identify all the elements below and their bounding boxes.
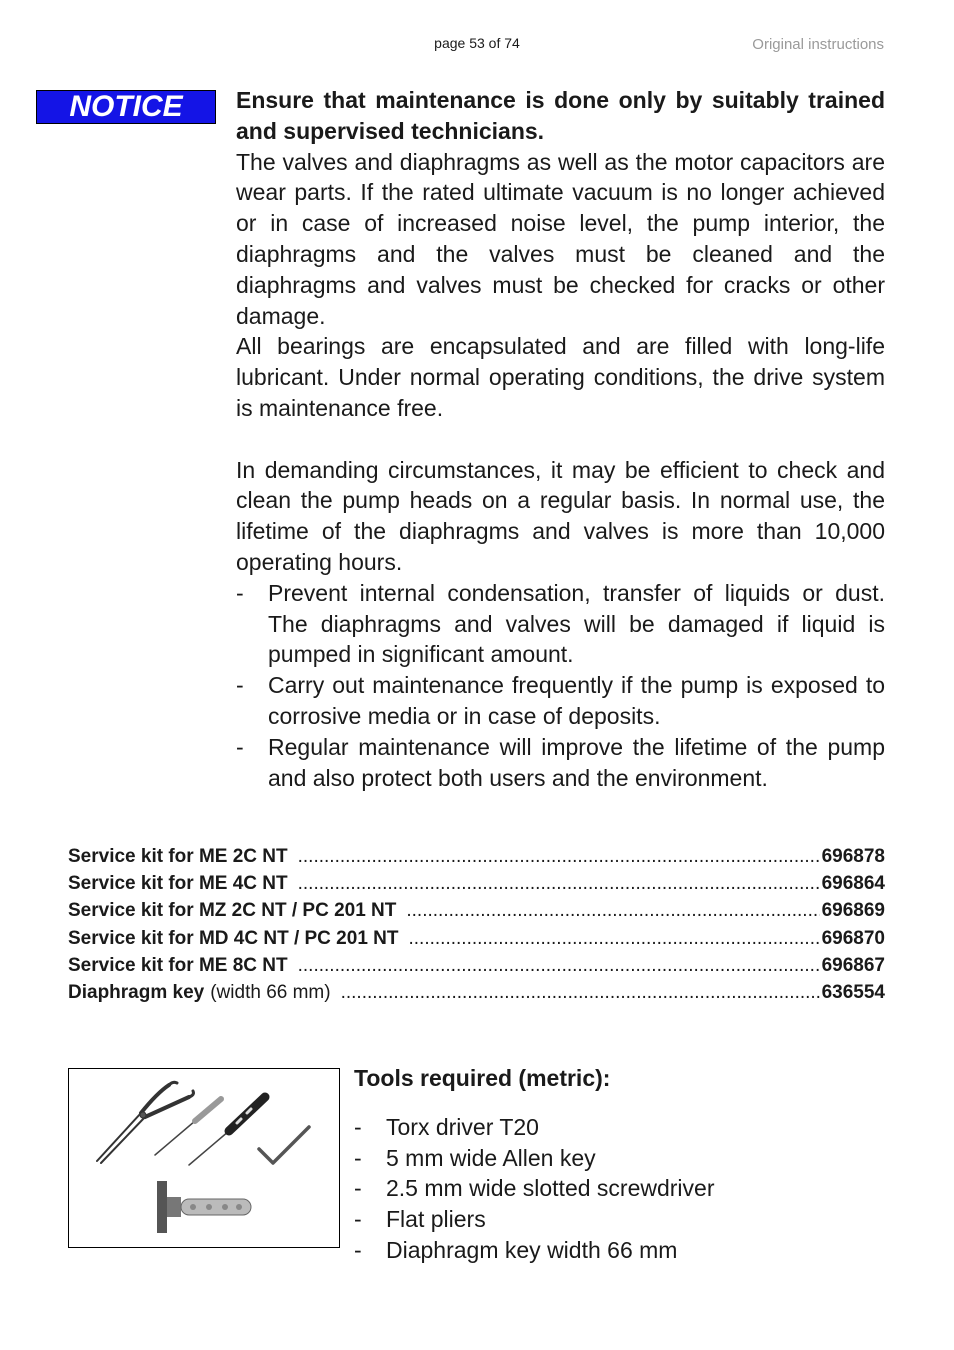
bullet-item: [236, 578, 885, 670]
service-kit-list: [68, 843, 885, 1006]
kit-row: [68, 952, 885, 979]
tools-title: Tools required (metric):: [354, 1065, 611, 1091]
kit-name: Service kit for ME 8C NT: [68, 954, 288, 976]
kit-row: [68, 979, 885, 1006]
paragraph-bearings: All bearings are encapsulated and are filled with long-life lubricant. Under normal operating conditions, the drive system is maintenance free.: [236, 333, 885, 421]
notice-badge: NOTICE: [36, 90, 216, 124]
kit-row: [68, 870, 885, 897]
tool-item: [354, 1143, 715, 1174]
tool-item: [354, 1112, 715, 1143]
kit-number: 636554: [821, 982, 885, 1004]
bullet-item: [236, 670, 885, 732]
kit-row: [68, 843, 885, 870]
bullet-dash: -: [236, 672, 244, 699]
tool-text: Diaphragm key width 66 mm: [386, 1236, 678, 1263]
kit-number: 696869: [821, 900, 885, 922]
kit-number: 696867: [821, 954, 885, 976]
bullet-item: [236, 732, 885, 794]
bullet-dash: -: [354, 1113, 362, 1140]
kit-name: Service kit for ME 4C NT: [68, 873, 288, 895]
bullet-dash: -: [354, 1206, 362, 1233]
tools-illustration: [68, 1068, 340, 1248]
tool-text: 2.5 mm wide slotted screwdriver: [386, 1175, 715, 1202]
tool-text: Flat pliers: [386, 1206, 486, 1233]
bullet-dash: -: [236, 579, 244, 606]
tool-text: 5 mm wide Allen key: [386, 1144, 596, 1171]
tool-item: [354, 1235, 715, 1266]
bullet-text: Prevent internal condensation, transfer of liquids or dust. The diaphragms and valves will be damaged if liquid is pumped in significant amount.: [268, 579, 885, 668]
bullet-text: Regular maintenance will improve the lifetime of the pump and also protect both users and the environment.: [268, 733, 885, 791]
kit-number: 696878: [821, 846, 885, 867]
tool-text: Torx driver T20: [386, 1113, 539, 1140]
tool-item: [354, 1204, 715, 1235]
maintenance-text: [236, 85, 885, 793]
tool-item: [354, 1173, 715, 1204]
bullet-dash: -: [354, 1175, 362, 1202]
kit-number: 696864: [821, 873, 885, 895]
tools-required: [354, 1063, 715, 1266]
kit-row: [68, 897, 885, 924]
paragraph-wear-parts: The valves and diaphragms as well as the motor capacitors are wear parts. If the rated ultimate vacuum is no longer achieved or in case of increased noise level, the pump interior, the diaphragms and the valves must be cleaned and the diaphragms and valves must be checked for cracks or other damage.: [236, 148, 885, 329]
kit-name: Service kit for MD 4C NT / PC 201 NT: [68, 927, 399, 949]
tools-illustration-icon: [69, 1069, 339, 1247]
page-number: page 53 of 74: [434, 35, 520, 51]
bullet-dash: -: [236, 733, 244, 760]
kit-extra: (width 66 mm): [210, 982, 331, 1004]
kit-name: Service kit for MZ 2C NT / PC 201 NT: [68, 900, 397, 922]
document-label: Original instructions: [752, 36, 884, 53]
bullet-dash: -: [354, 1236, 362, 1263]
kit-row: [68, 925, 885, 952]
kit-name: Service kit for ME 2C NT: [68, 846, 288, 867]
bullet-text: Carry out maintenance frequently if the pump is exposed to corrosive media or in case of deposits.: [268, 672, 885, 729]
kit-name: Diaphragm key: [68, 982, 205, 1004]
kit-number: 696870: [821, 927, 885, 949]
paragraph-demanding: In demanding circumstances, it may be efficient to check and clean the pump heads on a regular basis. In normal use, the lifetime of the diaphragms and valves is more than 10,000 operating hours.: [236, 456, 885, 575]
bullet-dash: -: [354, 1144, 362, 1171]
bold-intro: Ensure that maintenance is done only by suitably trained and supervised technicians.: [236, 87, 885, 144]
